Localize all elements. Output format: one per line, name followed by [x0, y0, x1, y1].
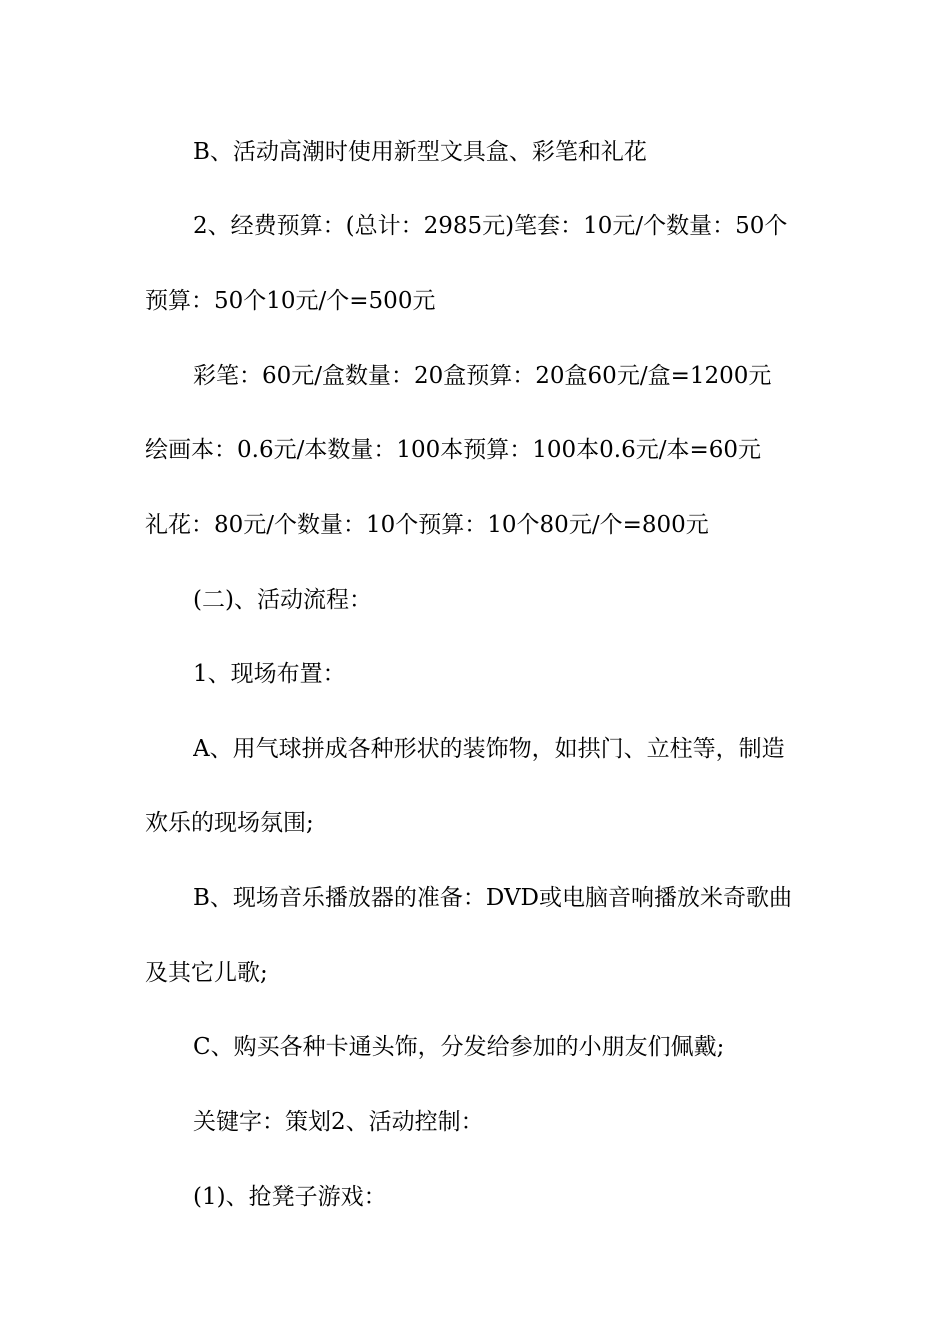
text-line: A、用气球拼成各种形状的装饰物，如拱门、立柱等，制造 [193, 736, 785, 762]
text-line: 预算：50个10元/个=500元 [145, 288, 436, 314]
text-line: 绘画本：0.6元/本数量：100本预算：100本0.6元/本=60元 [145, 437, 761, 463]
text-line: 关键字：策划2、活动控制： [193, 1109, 484, 1135]
text-line: (二)、活动流程： [193, 587, 372, 613]
text-line: 及其它儿歌; [145, 960, 268, 986]
text-line: 1、现场布置： [193, 661, 346, 687]
text-line: 礼花：80元/个数量：10个预算：10个80元/个=800元 [145, 512, 709, 538]
text-line: 欢乐的现场氛围; [145, 810, 314, 836]
text-line: B、现场音乐播放器的准备：DVD或电脑音响播放米奇歌曲 [193, 885, 792, 911]
text-line: 2、经费预算：(总计：2985元)笔套：10元/个数量：50个 [193, 213, 788, 239]
text-line: C、购买各种卡通头饰，分发给参加的小朋友们佩戴; [193, 1034, 725, 1060]
text-line: (1)、抢凳子游戏： [193, 1184, 387, 1210]
text-line: 彩笔：60元/盒数量：20盒预算：20盒60元/盒=1200元 [193, 363, 772, 389]
text-line: B、活动高潮时使用新型文具盒、彩笔和礼花 [193, 139, 647, 165]
